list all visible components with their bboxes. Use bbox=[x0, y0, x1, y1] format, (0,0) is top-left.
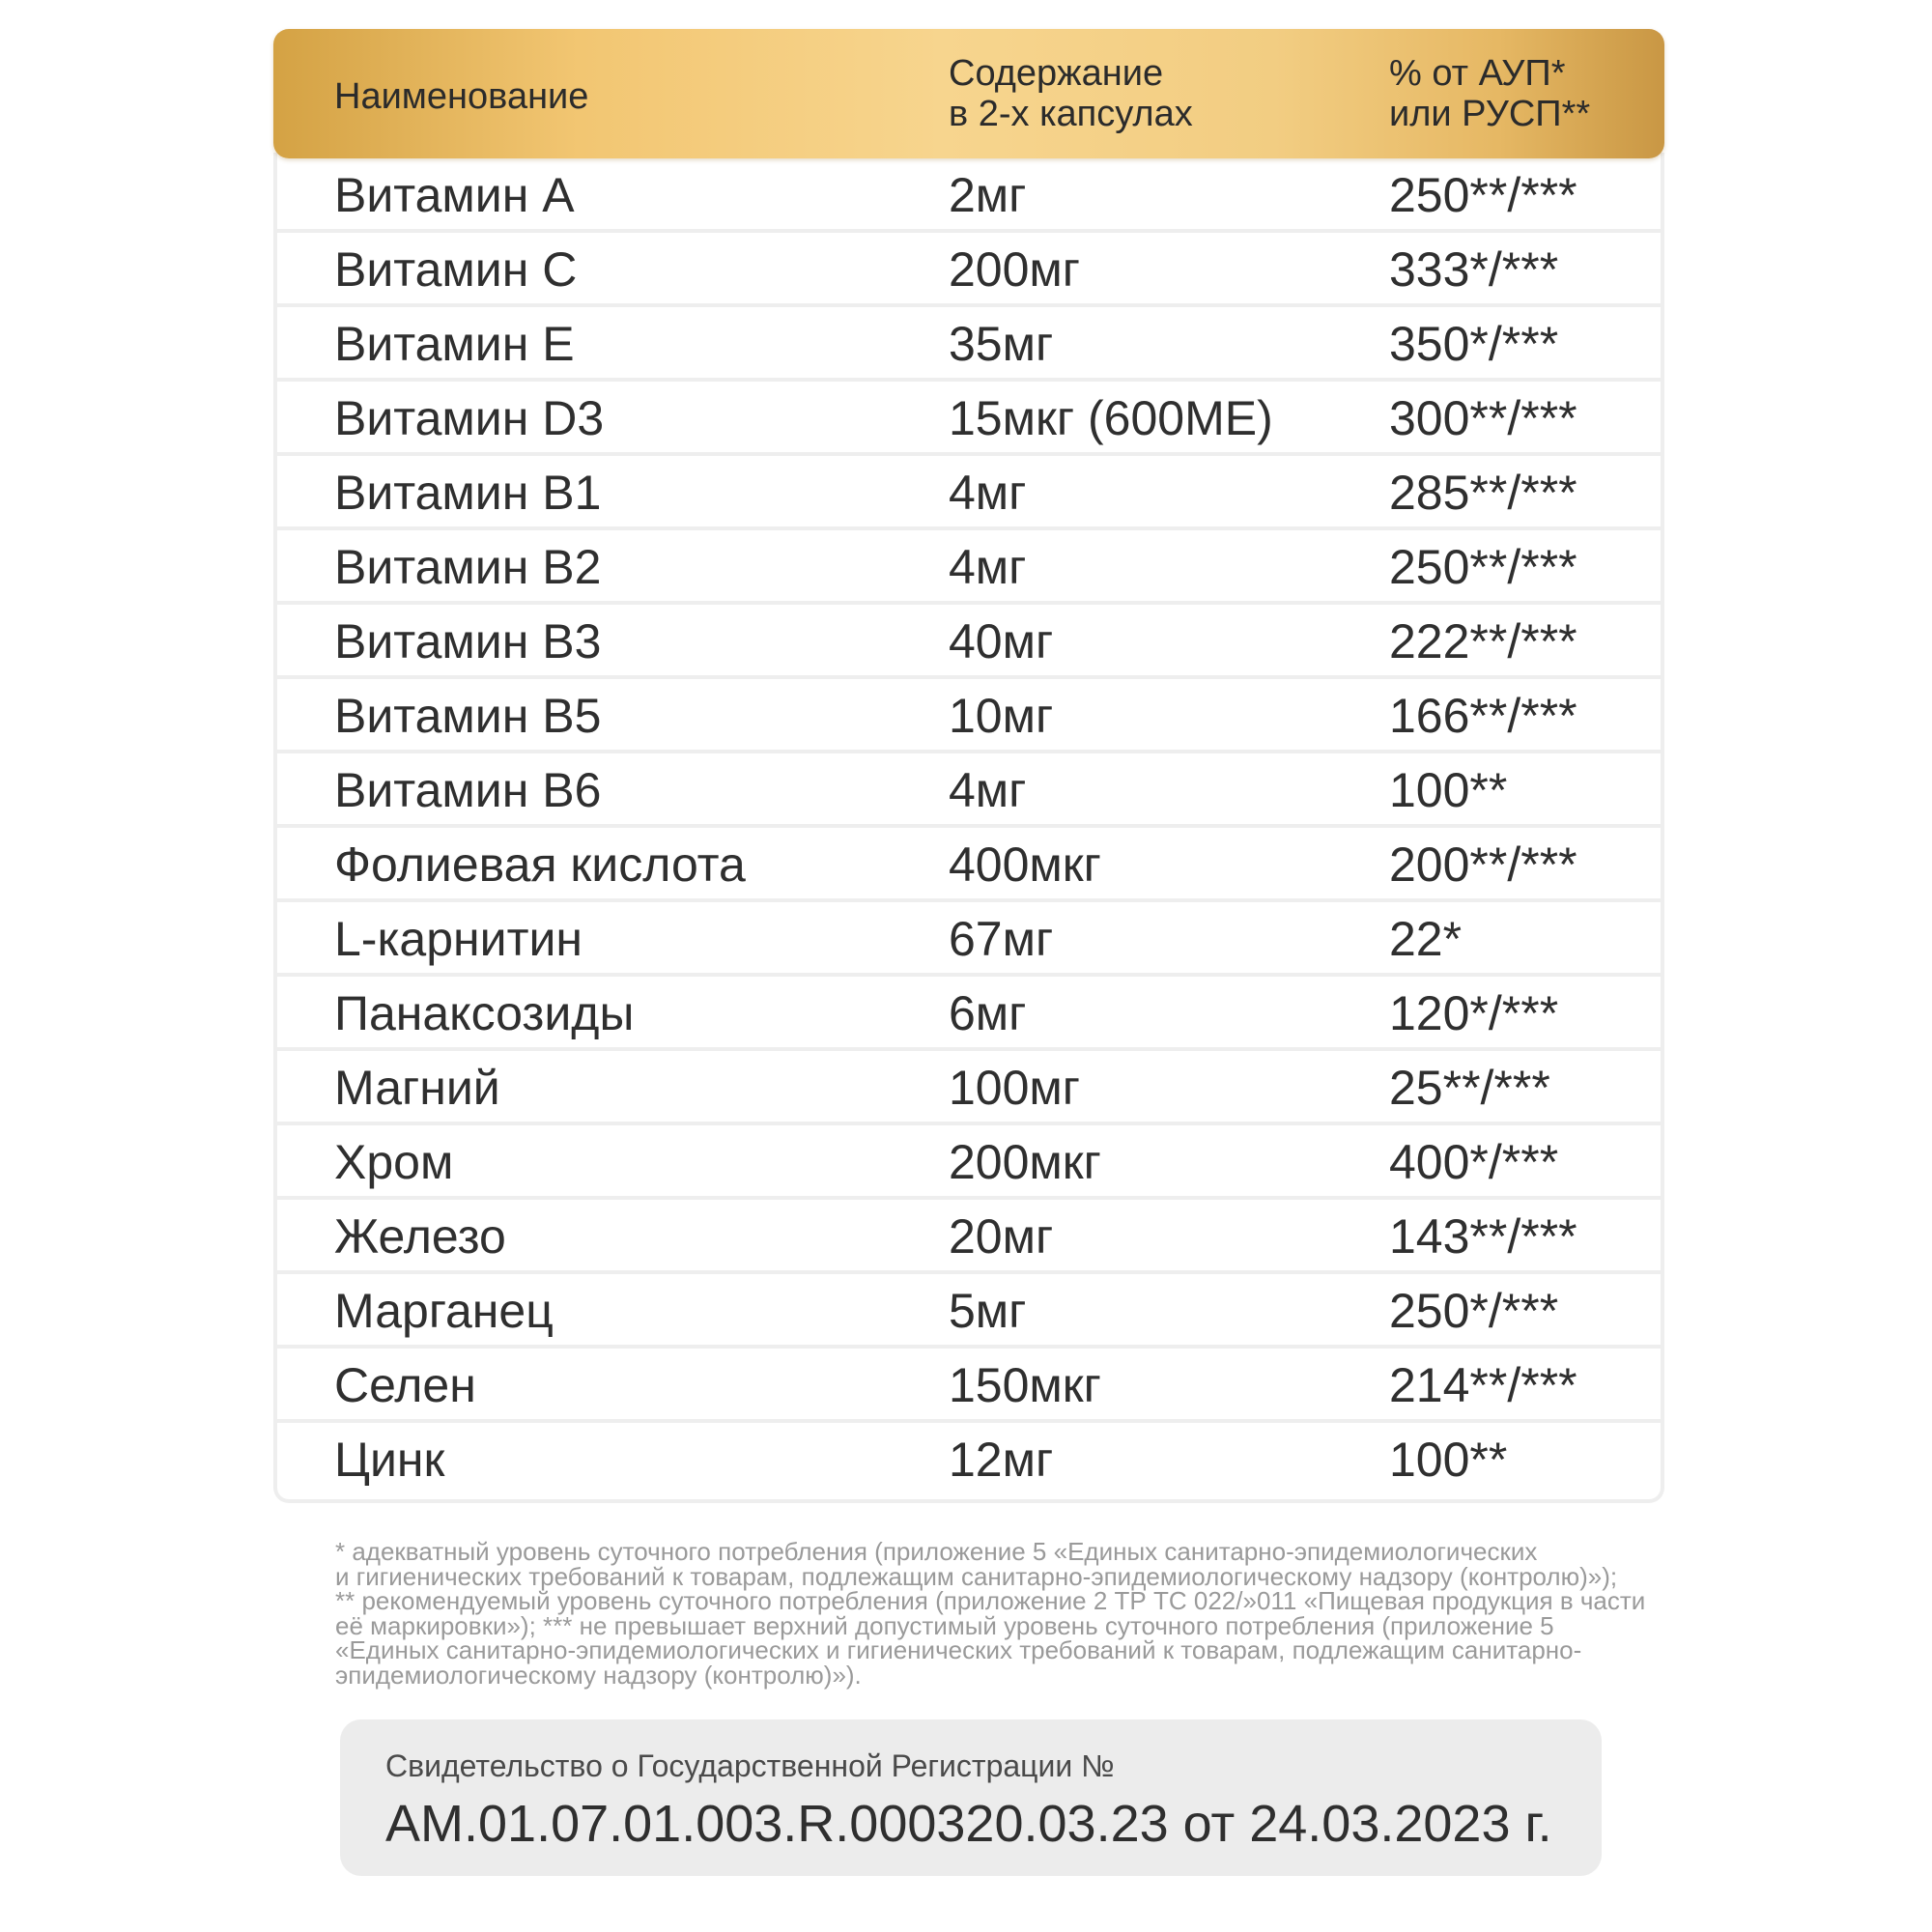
row-name: Фолиевая кислота bbox=[334, 838, 746, 892]
row-percent: 166**/*** bbox=[1389, 689, 1577, 743]
table-header bbox=[273, 29, 1664, 158]
table-row bbox=[277, 1349, 1661, 1423]
row-name: Панаксозиды bbox=[334, 986, 635, 1040]
row-name: Железо bbox=[334, 1209, 506, 1264]
row-content: 200мг bbox=[949, 242, 1081, 297]
row-content: 67мг bbox=[949, 912, 1054, 966]
row-name: L-карнитин bbox=[334, 912, 583, 966]
header-percent-line2: или РУСП** bbox=[1389, 94, 1591, 134]
table-row bbox=[277, 605, 1661, 679]
row-percent: 22* bbox=[1389, 912, 1463, 966]
row-content: 20мг bbox=[949, 1209, 1054, 1264]
table-body bbox=[273, 153, 1664, 1503]
row-percent: 143**/*** bbox=[1389, 1209, 1577, 1264]
table-row bbox=[277, 1125, 1661, 1200]
table-row bbox=[277, 233, 1661, 307]
table-row bbox=[277, 1423, 1661, 1499]
row-content: 10мг bbox=[949, 689, 1054, 743]
row-name: Витамин B2 bbox=[334, 540, 602, 594]
table-row bbox=[277, 382, 1661, 456]
row-percent: 250**/*** bbox=[1389, 168, 1577, 222]
row-content: 40мг bbox=[949, 614, 1054, 668]
header-content-line2: в 2-х капсулах bbox=[949, 94, 1193, 134]
header-percent bbox=[1389, 53, 1590, 134]
row-content: 200мкг bbox=[949, 1135, 1101, 1189]
footnote-line: ** рекомендуемый уровень суточного потребления (приложение 2 ТР ТС 022/»011 «Пищевая продукция в части bbox=[335, 1586, 1646, 1615]
row-content: 5мг bbox=[949, 1284, 1027, 1338]
registration-box bbox=[340, 1719, 1602, 1876]
row-name: Магний bbox=[334, 1061, 500, 1115]
table-row bbox=[277, 1051, 1661, 1125]
registration-label: Свидетельство о Государственной Регистрации № bbox=[385, 1748, 1115, 1783]
footnote-line: и гигиенических требований к товарам, подлежащим санитарно-эпидемиологическому надзору (контролю)»); bbox=[335, 1561, 1618, 1591]
row-content: 150мкг bbox=[949, 1358, 1101, 1412]
row-name: Витамин B3 bbox=[334, 614, 602, 668]
footnote-line: её маркировки»); *** не превышает верхний допустимый уровень суточного потребления (приложение 5 bbox=[335, 1610, 1554, 1640]
row-name: Хром bbox=[334, 1135, 454, 1189]
row-content: 12мг bbox=[949, 1433, 1054, 1487]
table-row bbox=[277, 679, 1661, 753]
row-content: 6мг bbox=[949, 986, 1027, 1040]
row-percent: 333*/*** bbox=[1389, 242, 1559, 297]
row-percent: 285**/*** bbox=[1389, 466, 1577, 520]
table-row bbox=[277, 977, 1661, 1051]
composition-table bbox=[273, 29, 1664, 1503]
table-row bbox=[277, 530, 1661, 605]
row-percent: 120*/*** bbox=[1389, 986, 1559, 1040]
row-percent: 250*/*** bbox=[1389, 1284, 1559, 1338]
row-content: 100мг bbox=[949, 1061, 1081, 1115]
registration-number: AM.01.07.01.003.R.000320.03.23 от 24.03.2023 г. bbox=[385, 1795, 1552, 1853]
row-name: Витамин А bbox=[334, 168, 575, 222]
row-content: 4мг bbox=[949, 540, 1027, 594]
row-percent: 222**/*** bbox=[1389, 614, 1577, 668]
row-name: Витамин B1 bbox=[334, 466, 602, 520]
footnote bbox=[335, 1537, 1649, 1690]
row-content: 15мкг (600МЕ) bbox=[949, 391, 1273, 445]
table-row bbox=[277, 753, 1661, 828]
table-row bbox=[277, 1274, 1661, 1349]
row-name: Марганец bbox=[334, 1284, 554, 1338]
row-content: 4мг bbox=[949, 466, 1027, 520]
row-percent: 214**/*** bbox=[1389, 1358, 1577, 1412]
row-name: Витамин Е bbox=[334, 317, 575, 371]
row-percent: 300**/*** bbox=[1389, 391, 1577, 445]
row-name: Витамин С bbox=[334, 242, 578, 297]
table-row bbox=[277, 1200, 1661, 1274]
row-name: Витамин B5 bbox=[334, 689, 602, 743]
table-row bbox=[277, 158, 1661, 233]
table-row bbox=[277, 902, 1661, 977]
row-percent: 250**/*** bbox=[1389, 540, 1577, 594]
row-name: Цинк bbox=[334, 1433, 445, 1487]
table-row bbox=[277, 456, 1661, 530]
row-content: 400мкг bbox=[949, 838, 1101, 892]
row-content: 4мг bbox=[949, 763, 1027, 817]
header-percent-line1: % от АУП* bbox=[1389, 53, 1566, 94]
header-content-line1: Содержание bbox=[949, 53, 1164, 94]
table-row bbox=[277, 307, 1661, 382]
row-percent: 200**/*** bbox=[1389, 838, 1577, 892]
table-row bbox=[277, 828, 1661, 902]
row-name: Витамин B6 bbox=[334, 763, 602, 817]
row-name: Витамин D3 bbox=[334, 391, 605, 445]
row-content: 2мг bbox=[949, 168, 1027, 222]
header-name: Наименование bbox=[334, 76, 589, 117]
header-content bbox=[949, 53, 1193, 134]
row-percent: 100** bbox=[1389, 763, 1508, 817]
footnote-line: эпидемиологическому надзору (контролю)»). bbox=[335, 1660, 862, 1690]
footnote-line: * адекватный уровень суточного потребления (приложение 5 «Единых санитарно-эпидемиологических bbox=[335, 1537, 1538, 1566]
row-name: Селен bbox=[334, 1358, 476, 1412]
row-percent: 100** bbox=[1389, 1433, 1508, 1487]
row-percent: 25**/*** bbox=[1389, 1061, 1550, 1115]
row-content: 35мг bbox=[949, 317, 1054, 371]
row-percent: 350*/*** bbox=[1389, 317, 1559, 371]
row-percent: 400*/*** bbox=[1389, 1135, 1559, 1189]
footnote-line: «Единых санитарно-эпидемиологических и гигиенических требований к товарам, подлежащим санитарно- bbox=[335, 1635, 1582, 1664]
